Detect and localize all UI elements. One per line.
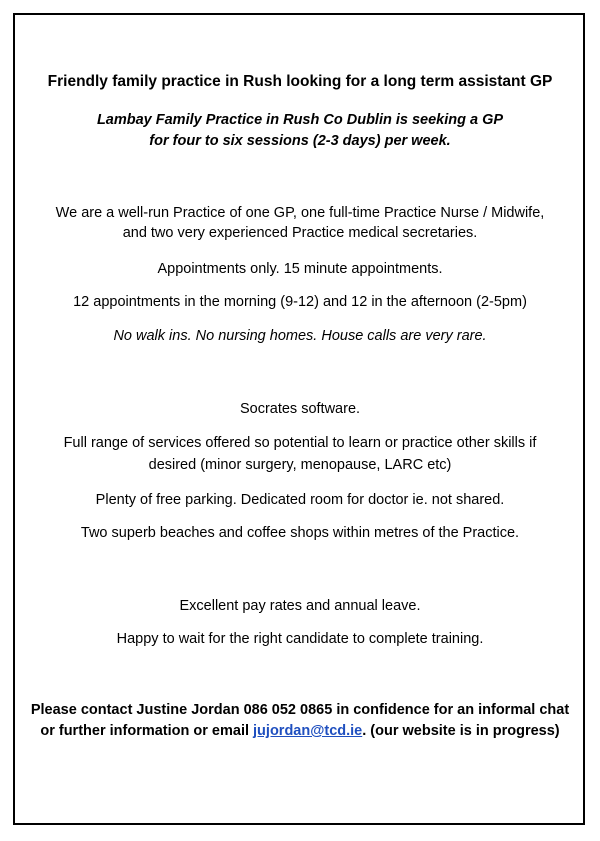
contact-line2-prefix: or further information or email bbox=[40, 723, 254, 739]
services-line2: desired (minor surgery, menopause, LARC etc) bbox=[148, 457, 452, 473]
ad-subtitle-line2: for four to six sessions (2-3 days) per week. bbox=[149, 133, 451, 149]
contact-line2 bbox=[0, 721, 600, 741]
parking-text: Plenty of free parking. Dedicated room for doctor ie. not shared. bbox=[95, 492, 505, 508]
pay-text: Excellent pay rates and annual leave. bbox=[179, 598, 421, 614]
contact-line2-suffix: . (our website is in progress) bbox=[362, 723, 560, 739]
software-text: Socrates software. bbox=[239, 401, 361, 417]
training-text: Happy to wait for the right candidate to complete training. bbox=[116, 631, 484, 647]
beaches-text: Two superb beaches and coffee shops within metres of the Practice. bbox=[80, 525, 520, 541]
ad-subtitle-line1: Lambay Family Practice in Rush Co Dublin is seeking a GP bbox=[96, 112, 504, 128]
appointments-text: Appointments only. 15 minute appointments. bbox=[157, 261, 443, 277]
restrictions-text: No walk ins. No nursing homes. House calls are very rare. bbox=[113, 328, 487, 344]
intro-line2: and two very experienced Practice medical secretaries. bbox=[122, 225, 478, 241]
ad-title: Friendly family practice in Rush looking for a long term assistant GP bbox=[47, 73, 553, 90]
services-line1: Full range of services offered so potential to learn or practice other skills if bbox=[63, 435, 537, 451]
contact-line1: Please contact Justine Jordan 086 052 0865 in confidence for an informal chat bbox=[30, 702, 570, 718]
intro-line1: We are a well-run Practice of one GP, one full-time Practice Nurse / Midwife, bbox=[55, 205, 545, 221]
contact-email-link[interactable]: jujordan@tcd.ie bbox=[253, 723, 363, 739]
schedule-text: 12 appointments in the morning (9-12) and 12 in the afternoon (2-5pm) bbox=[73, 294, 527, 310]
